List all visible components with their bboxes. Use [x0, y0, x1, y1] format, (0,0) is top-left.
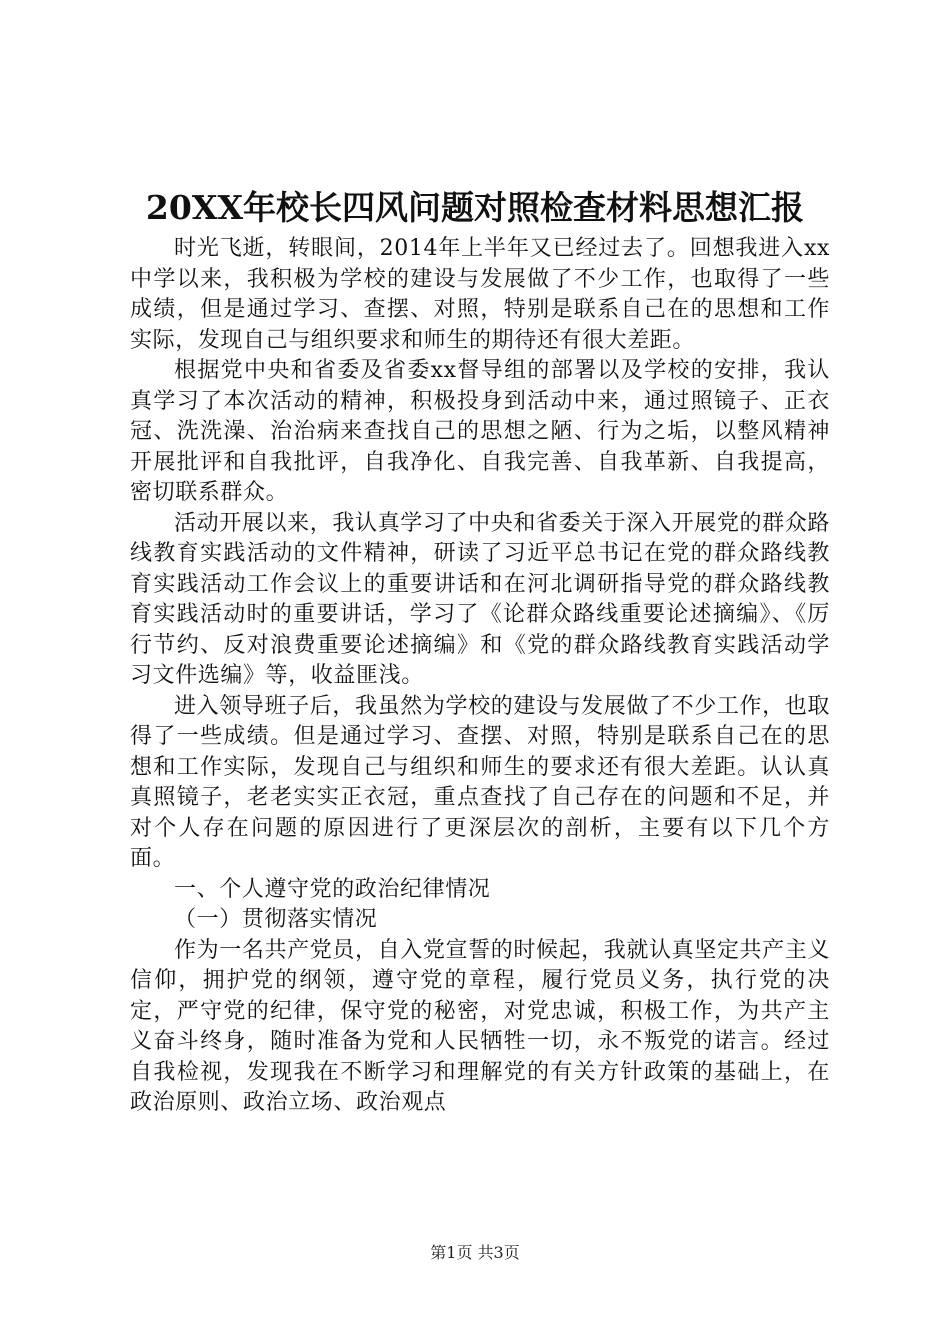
- paragraph-party-member: 作为一名共产党员，自入党宣誓的时候起，我就认真坚定共产主义信仰，拥护党的纲领，遵守党的章程，履行党员义务，执行党的决定，严守党的纪律，保守党的秘密，对党忠诚，积极工作，为共产主义奋斗终身，随时准备为党和人民牺牲一切，永不叛党的诺言。经过自我检视，发现我在不断学习和理解党的有关方针政策的基础上，在政治原则、政治立场、政治观点: [130, 937, 830, 1115]
- paragraph-deployment: 根据党中央和省委及省委xx督导组的部署以及学校的安排，我认真学习了本次活动的精神，积极投身到活动中来，通过照镜子、正衣冠、洗洗澡、治治病来查找自己的思想之陋、行为之垢，以整风精神开展批评和自我批评，自我净化、自我完善、自我革新、自我提高，密切联系群众。: [130, 358, 830, 505]
- subsection-heading-1: （一）贯彻落实情况: [174, 907, 378, 932]
- paragraph-self-review: 进入领导班子后，我虽然为学校的建设与发展做了不少工作，也取得了一些成绩。但是通过学习、查摆、对照，特别是联系自己在的思想和工作实际，发现自己与组织和师生的要求还有很大差距。认认真真照镜子，老老实实正衣冠，重点查找了自己存在的问题和不足，并对个人存在问题的原因进行了更深层次的剖析，主要有以下几个方面。: [130, 693, 830, 871]
- paragraph-intro: 时光飞逝，转眼间，2014年上半年又已经过去了。回想我进入xx中学以来，我积极为学校的建设与发展做了不少工作，也取得了一些成绩，但是通过学习、查摆、对照，特别是联系自己在的思想和工作实际，发现自己与组织要求和师生的期待还有很大差距。: [130, 236, 830, 353]
- page-number-footer: 第1页 共3页: [430, 1243, 520, 1262]
- document-body: [130, 234, 830, 1119]
- section-heading-1: 一、个人遵守党的政治纪律情况: [174, 876, 491, 902]
- document-title: 20XX年校长四风问题对照检查材料思想汇报: [145, 188, 805, 227]
- paragraph-study: 活动开展以来，我认真学习了中央和省委关于深入开展党的群众路线教育实践活动的文件精神，研读了习近平总书记在党的群众路线教育实践活动工作会议上的重要讲话和在河北调研指导党的群众路线教育实践活动时的重要讲话，学习了《论群众路线重要论述摘编》、《厉行节约、反对浪费重要论述摘编》和《党的群众路线教育实践活动学习文件选编》等，收益匪浅。: [130, 510, 830, 688]
